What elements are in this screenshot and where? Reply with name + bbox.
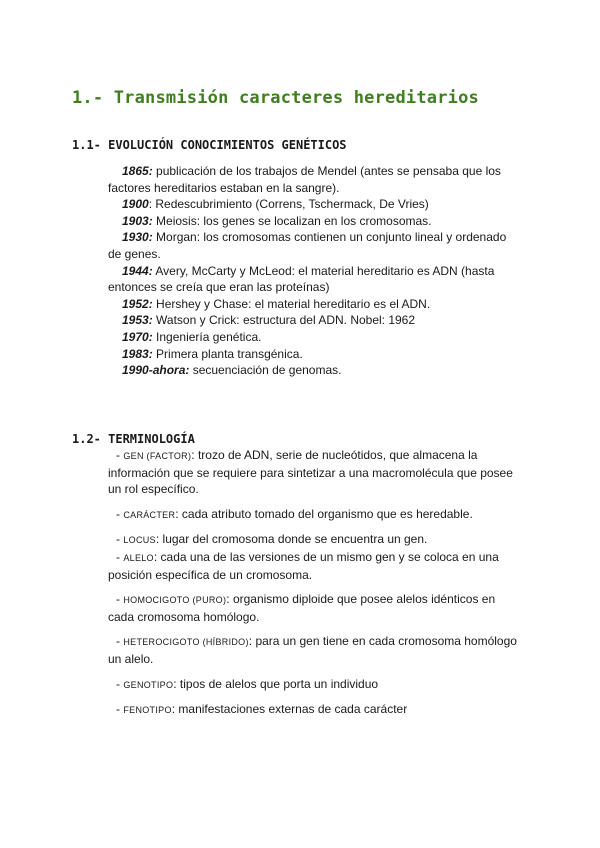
- timeline-list: [108, 163, 518, 379]
- timeline-year: 1930:: [122, 230, 153, 245]
- term-entry: - ALELO: cada una de las versiones de un mismo gen y se coloca en una posición específica de un cromosoma.: [108, 549, 499, 582]
- timeline-entry: [108, 296, 518, 313]
- term-entry: - GEN (FACTOR): trozo de ADN, serie de nucleótidos, que almacena la información que se requiere para sintetizar a una macromolécula que posee un rol específico.: [108, 448, 513, 497]
- term-label: FENOTIPO: [123, 705, 172, 716]
- timeline-text: secuenciación de genomas.: [189, 363, 342, 378]
- term-label: CARÁCTER: [123, 509, 176, 520]
- timeline-text: publicación de los trabajos de Mendel (antes se pensaba que los factores hereditarios estaban en la sangre).: [108, 164, 501, 195]
- timeline-year: 1983:: [122, 346, 153, 361]
- timeline-entry: [108, 196, 518, 213]
- timeline-entry: [108, 362, 518, 379]
- timeline-entry: [108, 263, 518, 296]
- term-definition: : cada atributo tomado del organismo que es heredable.: [175, 506, 473, 521]
- term-label: GEN (FACTOR): [123, 451, 192, 461]
- timeline-year: 1944:: [122, 263, 153, 278]
- term-label: HOMOCIGOTO (PURO): [123, 595, 227, 606]
- term-definition: : manifestaciones externas de cada carácter: [171, 702, 408, 717]
- timeline-entry: [108, 346, 518, 363]
- term-definition: : tipos de alelos que porta un individuo: [173, 676, 379, 691]
- term-definition: : lugar del cromosoma donde se encuentra un gen.: [155, 532, 428, 547]
- timeline-year: 1990-ahora:: [122, 363, 190, 378]
- term-entry: - HOMOCIGOTO (PURO): organismo diploide que posee alelos idénticos en cada cromosoma homólogo.: [108, 592, 496, 624]
- term-entry: - CARÁCTER: cada atributo tomado del organismo que es heredable.: [116, 506, 473, 521]
- timeline-year: 1900: [122, 197, 149, 212]
- section-heading-terminologia: 1.2- TERMINOLOGÍA: [72, 432, 195, 446]
- timeline-text: Hershey y Chase: el material hereditario es el ADN.: [152, 296, 431, 311]
- timeline-entry: [108, 213, 518, 230]
- timeline-text: Watson y Crick: estructura del ADN. Nobel: 1962: [152, 313, 416, 328]
- term-label: LOCUS: [123, 535, 156, 546]
- timeline-year: 1953:: [122, 313, 153, 328]
- timeline-entry: [108, 329, 518, 346]
- term-definition: : cada una de las versiones de un mismo gen y se coloca en una posición específica de un cromosoma.: [108, 549, 499, 582]
- timeline-text: Morgan: los cromosomas contienen un conjunto lineal y ordenado de genes.: [108, 230, 507, 261]
- term-entry: - LOCUS: lugar del cromosoma donde se encuentra un gen.: [116, 532, 428, 547]
- term-label: GENOTIPO: [123, 679, 174, 690]
- timeline-year: 1952:: [122, 296, 153, 311]
- term-definition: : para un gen tiene en cada cromosoma homólogo un alelo.: [108, 634, 517, 666]
- term-label: ALELO: [123, 552, 154, 563]
- term-label: HETEROCIGOTO (HÍBRIDO): [123, 637, 249, 648]
- timeline-year: 1865:: [122, 164, 153, 178]
- document-title: 1.- Transmisión caracteres hereditarios: [72, 88, 479, 108]
- timeline-text: : Redescubrimiento (Correns, Tschermack, De Vries): [148, 197, 429, 212]
- timeline-text: Avery, McCarty y McLeod: el material hereditario es ADN (hasta entonces se creía que eran las proteínas): [108, 263, 495, 295]
- term-entry: - HETEROCIGOTO (HÍBRIDO): para un gen tiene en cada cromosoma homólogo un alelo.: [108, 634, 517, 666]
- term-definition: : organismo diploide que posee alelos idénticos en cada cromosoma homólogo.: [108, 592, 496, 624]
- timeline-text: Ingeniería genética.: [152, 329, 262, 344]
- timeline-text: Primera planta transgénica.: [152, 346, 303, 361]
- timeline-entry: [108, 229, 518, 262]
- timeline-entry: [108, 312, 518, 329]
- timeline-entry: [108, 163, 518, 196]
- timeline-year: 1970:: [122, 329, 153, 344]
- term-definition: : trozo de ADN, serie de nucleótidos, que almacena la información que se requiere para sintetizar a una macromolécula que posee un rol específico.: [108, 448, 513, 497]
- term-entry: - FENOTIPO: manifestaciones externas de cada carácter: [116, 702, 408, 717]
- terminology-list: [108, 447, 518, 719]
- timeline-year: 1903:: [122, 213, 153, 228]
- timeline-text: Meiosis: los genes se localizan en los cromosomas.: [152, 213, 432, 228]
- section-heading-evolucion: 1.1- EVOLUCIÓN CONOCIMIENTOS GENÉTICOS: [72, 138, 347, 152]
- term-entry: - GENOTIPO: tipos de alelos que porta un individuo: [116, 676, 379, 691]
